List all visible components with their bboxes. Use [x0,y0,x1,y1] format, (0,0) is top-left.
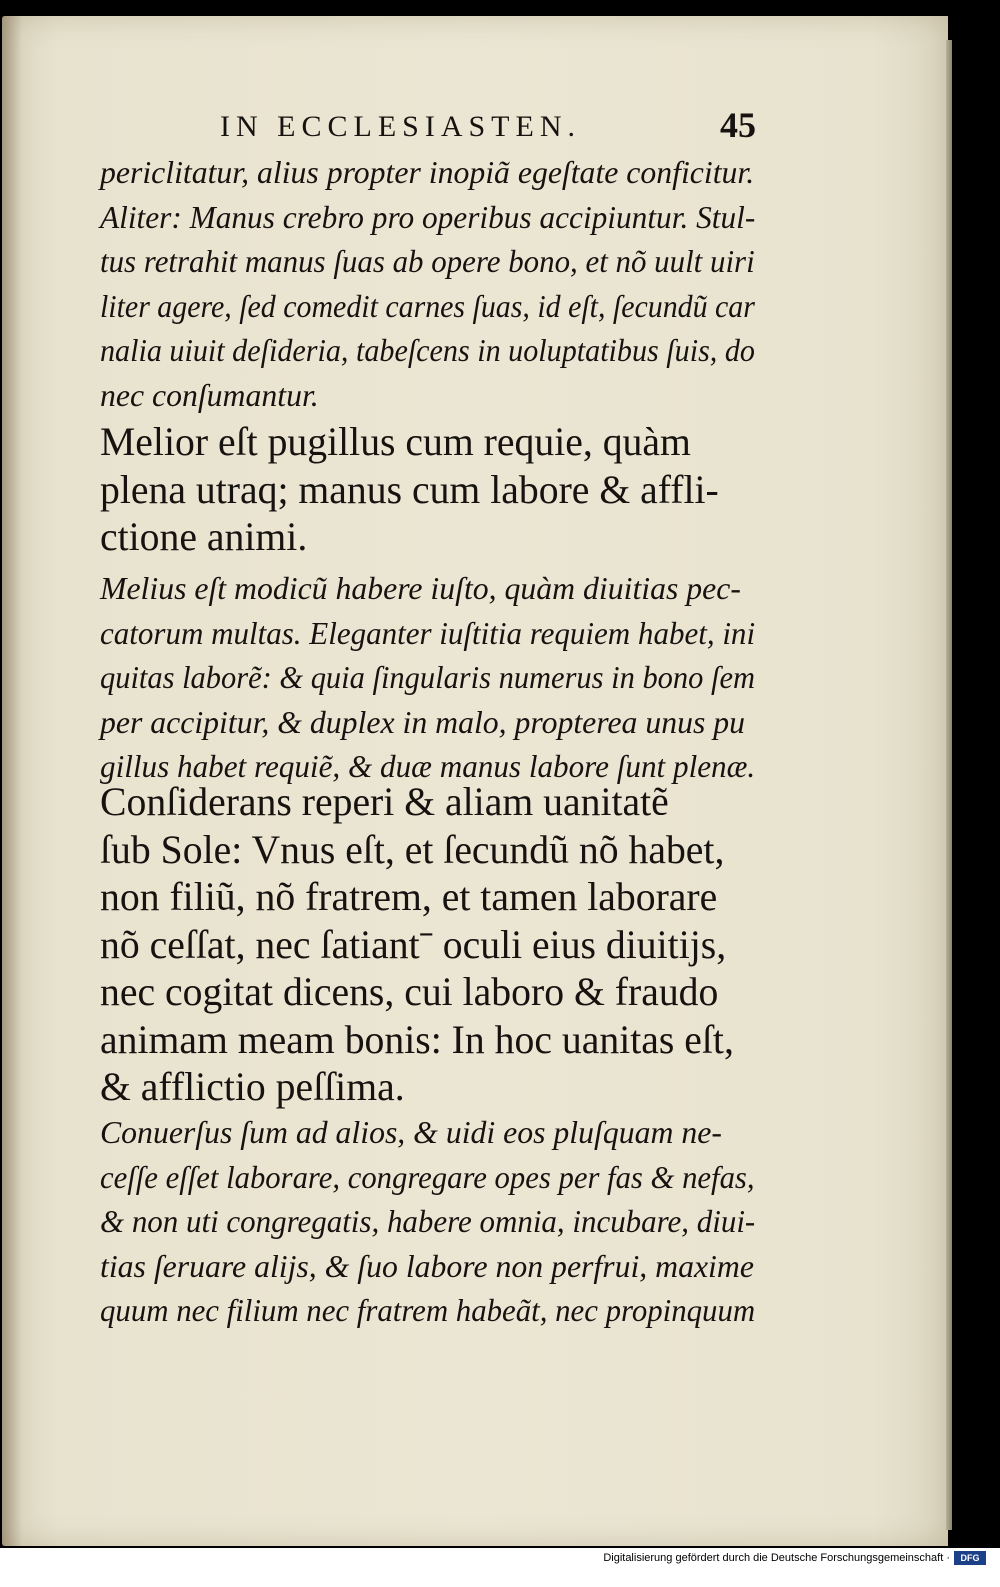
text-line: animam meam bonis: In hoc uanitas eſt, [100,1016,734,1062]
text-line: Melior eſt pugillus cum requie, quàm [100,419,691,464]
text-line: Aliter: Manus crebro pro operibus accipiuntur. Stul- [100,198,756,235]
text-line: Melius eſt modicũ habere iuſto, quàm diuitias pec- [100,570,741,606]
text-line: nõ ceſſat, nec ſatiantˉ oculi eius diuitijs, [100,921,727,967]
commentary-block-1 [100,150,760,417]
text-line: liter agere, ſed comedit carnes ſuas, id eſt, ſecundũ car [100,287,755,324]
digitization-credit: Digitalisierung gefördert durch die Deutsche Forschungsgemeinschaft · [603,1552,950,1564]
text-line: Conuerſus ſum ad alios, & uidi eos pluſquam ne- [100,1114,722,1150]
text-line: & non uti congregatis, habere omnia, incubare, diui- [100,1203,756,1239]
text-line: tias ſeruare alijs, & ſuo labore non perfrui, maxime [100,1247,754,1284]
page-header [220,104,780,154]
text-line: nec cogitat dicens, cui laboro & fraudo [100,969,719,1014]
text-line: periclitatur, alius propter inopiã egeſtate conficitur. [100,154,755,190]
text-line: nalia uiuit deſideria, tabeſcens in uoluptatibus ſuis, do [100,332,755,368]
text-line: plena utraq; manus cum labore & affli- [100,466,719,512]
text-line: quum nec filium nec fratrem habeãt, nec propinquum [100,1292,756,1328]
text-line: quitas laborẽ: & quia ſingularis numerus in bono ſem [100,659,755,695]
text-line: & afflictio peſſima. [100,1064,405,1109]
gutter-shadow [2,16,22,1546]
verse-block-2 [100,778,760,1111]
text-line: nec conſumantur. [100,376,319,413]
commentary-block-3 [100,1110,760,1333]
commentary-block-2 [100,566,760,789]
page-number: 45 [720,105,756,145]
text-line: gillus habet requiẽ, & duæ manus labore ſunt plenæ. [100,748,756,784]
text-line: Conſiderans reperi & aliam uanitatẽ [100,779,669,824]
text-line: per accipitur, & duplex in malo, propterea unus pu [100,703,746,740]
text-line: tus retrahit manus ſuas ab opere bono, et nõ uult uiri [100,243,755,279]
running-head: IN ECCLESIASTEN. [220,110,581,143]
text-line: ctione animi. [100,514,308,559]
text-line: catorum multas. Eleganter iuſtitia requiem habet, ini [100,614,756,651]
page-edge [946,40,952,1530]
text-line: non filiũ, nõ fratrem, et tamen laborare [100,874,718,919]
text-line: ſub Sole: Vnus eſt, et ſecundũ nõ habet, [100,826,725,872]
dfg-logo: DFG [954,1551,986,1565]
verse-block-1 [100,418,760,561]
text-line: ceſſe eſſet laborare, congregare opes per fas & nefas, [100,1158,755,1195]
